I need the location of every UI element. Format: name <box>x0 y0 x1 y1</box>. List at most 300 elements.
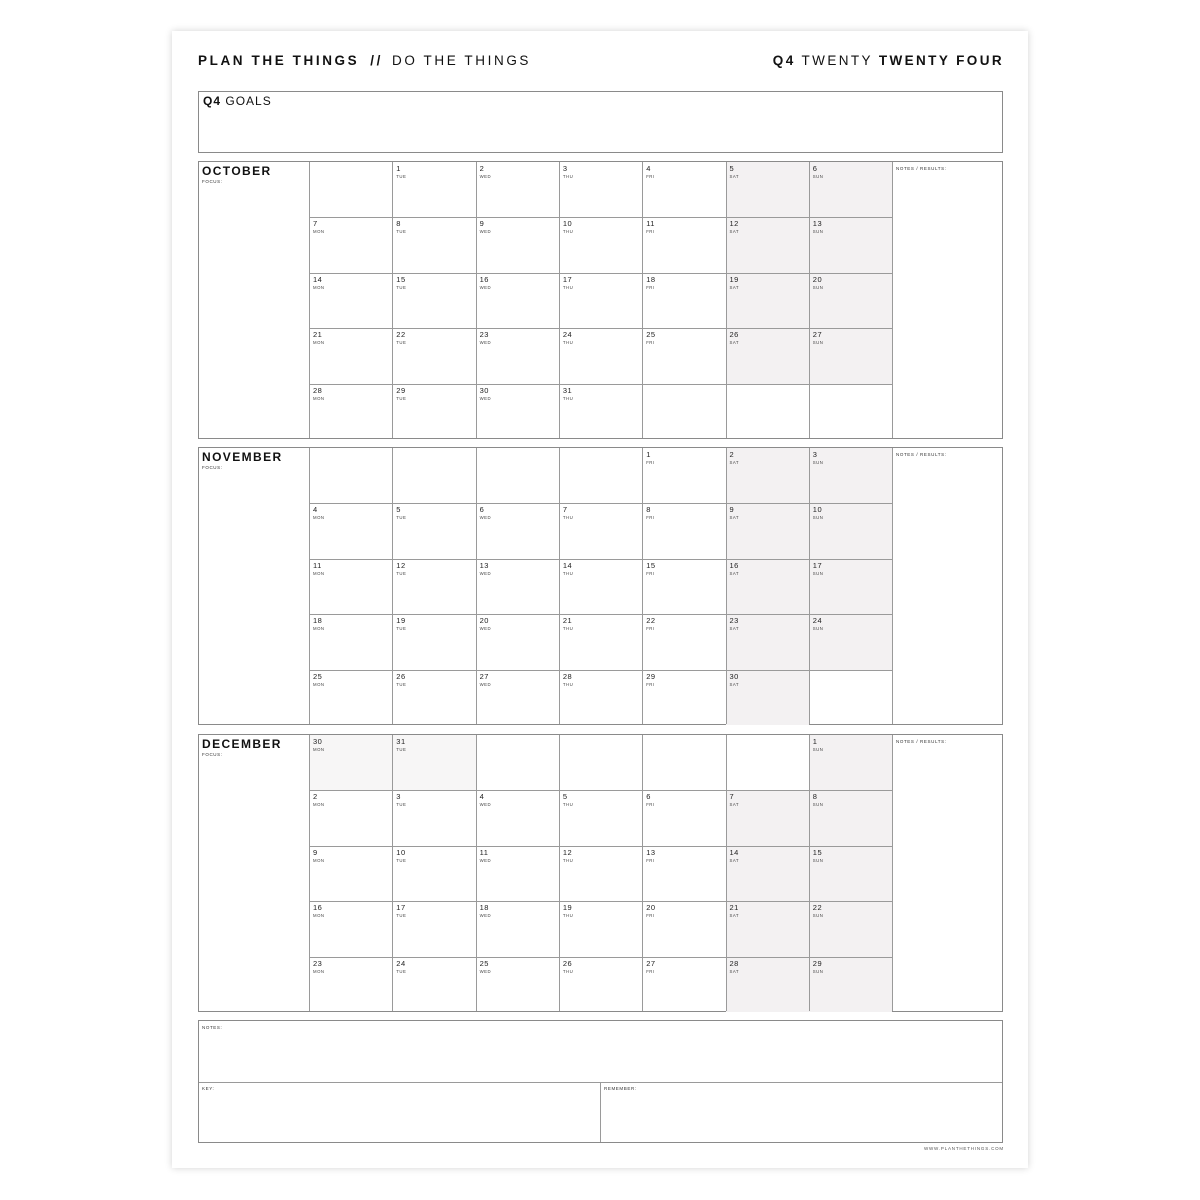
day-cell[interactable] <box>642 328 725 383</box>
day-number: 6 <box>479 505 485 515</box>
day-cell[interactable] <box>559 901 642 956</box>
weekday-label: SAT <box>729 968 740 974</box>
weekday-label: TUE <box>396 802 407 808</box>
day-cell[interactable] <box>809 957 892 1012</box>
day-cell[interactable] <box>809 162 892 217</box>
day-cell[interactable] <box>309 790 392 845</box>
weekday-label: THU <box>562 395 574 401</box>
day-number: 2 <box>729 450 735 459</box>
day-number: 26 <box>562 958 573 968</box>
day-cell[interactable] <box>476 790 559 845</box>
weekday-label: FRI <box>646 284 655 290</box>
day-number: 2 <box>313 792 318 802</box>
weekday-label: THU <box>562 681 574 687</box>
day-cell[interactable] <box>559 162 642 217</box>
weekday-label: WED <box>479 626 492 632</box>
weekday-label: SUN <box>812 340 824 346</box>
weekday-label: WED <box>479 681 492 687</box>
day-cell[interactable] <box>642 217 725 272</box>
day-cell[interactable] <box>476 559 559 614</box>
day-cell[interactable] <box>726 846 809 901</box>
notes-results-label: NOTES / RESULTS: <box>896 452 947 457</box>
day-cell[interactable] <box>809 790 892 845</box>
grid-vline <box>726 162 727 438</box>
weekday-label: SUN <box>812 284 824 290</box>
day-cell[interactable] <box>309 503 392 558</box>
weekday-label: THU <box>562 913 574 919</box>
day-cell[interactable] <box>392 384 475 439</box>
day-number: 17 <box>812 560 823 570</box>
weekday-label: TUE <box>396 229 407 235</box>
day-number: 25 <box>313 671 323 681</box>
weekday-label: SAT <box>729 284 740 290</box>
day-cell[interactable] <box>726 217 809 272</box>
weekday-label: TUE <box>396 626 407 632</box>
day-cell[interactable] <box>476 162 559 217</box>
quarter-title <box>773 53 1004 68</box>
weekday-label: MON <box>313 802 325 808</box>
day-cell[interactable] <box>809 328 892 383</box>
weekday-label: TUE <box>396 340 407 346</box>
day-cell[interactable] <box>809 559 892 614</box>
grid-hline <box>309 328 892 329</box>
empty-day-cell <box>642 735 725 790</box>
weekday-label: SAT <box>729 626 740 632</box>
day-cell[interactable] <box>809 846 892 901</box>
weekday-label: THU <box>562 802 574 808</box>
day-number: 8 <box>396 219 401 229</box>
weekday-label: WED <box>479 913 492 919</box>
day-number: 12 <box>562 847 573 857</box>
weekday-label: SAT <box>729 229 740 235</box>
day-number: 24 <box>396 958 406 968</box>
grid-vline <box>892 735 893 1011</box>
day-number: 23 <box>729 616 739 626</box>
empty-day-cell <box>726 384 809 439</box>
weekday-label: THU <box>562 968 574 974</box>
weekday-label: TUE <box>396 284 407 290</box>
day-number: 6 <box>646 792 651 802</box>
day-number: 13 <box>479 560 489 570</box>
day-number: 2 <box>479 164 485 173</box>
weekday-label: WED <box>479 515 492 521</box>
weekday-label: FRI <box>646 460 655 465</box>
day-number: 15 <box>396 274 406 284</box>
weekday-label: FRI <box>646 515 655 521</box>
day-cell[interactable] <box>809 735 892 790</box>
day-cell[interactable] <box>392 670 475 725</box>
day-cell[interactable] <box>392 901 475 956</box>
day-number: 19 <box>562 903 573 913</box>
footer-url: WWW.PLANTHETHINGS.COM <box>923 1146 1004 1151</box>
grid-vline <box>892 162 893 438</box>
day-cell[interactable] <box>726 614 809 669</box>
day-cell[interactable] <box>476 503 559 558</box>
day-cell[interactable] <box>476 384 559 439</box>
day-number: 10 <box>562 219 573 229</box>
day-number: 12 <box>729 219 739 229</box>
grid-hline <box>309 217 892 218</box>
weekday-label: MON <box>313 284 325 290</box>
day-number: 8 <box>646 505 651 515</box>
month-name: OCTOBER <box>202 164 272 178</box>
month-name: NOVEMBER <box>202 450 283 464</box>
weekday-label: TUE <box>396 174 407 179</box>
day-cell[interactable] <box>642 559 725 614</box>
day-cell[interactable] <box>559 217 642 272</box>
day-cell[interactable] <box>559 384 642 439</box>
day-number: 23 <box>479 330 489 340</box>
weekday-label: SUN <box>812 968 824 974</box>
day-cell[interactable] <box>726 559 809 614</box>
day-number: 28 <box>313 385 323 395</box>
day-cell[interactable] <box>642 503 725 558</box>
month-name: DECEMBER <box>202 737 282 751</box>
weekday-label: TUE <box>396 968 407 974</box>
day-cell[interactable] <box>559 273 642 328</box>
day-cell[interactable] <box>392 957 475 1012</box>
day-cell[interactable] <box>809 503 892 558</box>
grid-vline <box>392 448 393 724</box>
day-number: 14 <box>729 847 739 857</box>
weekday-label: SUN <box>812 460 824 465</box>
weekday-label: FRI <box>646 570 655 576</box>
day-number: 30 <box>729 671 739 681</box>
notes-results-label: NOTES / RESULTS: <box>896 166 947 171</box>
grid-vline <box>309 735 310 1011</box>
day-number: 6 <box>812 164 818 173</box>
day-cell[interactable] <box>642 614 725 669</box>
day-number: 25 <box>646 330 656 340</box>
day-number: 26 <box>729 330 739 340</box>
weekday-label: MON <box>313 913 325 919</box>
day-cell[interactable] <box>642 273 725 328</box>
day-cell[interactable] <box>309 735 392 790</box>
brand-light: DO THE THINGS <box>391 53 532 68</box>
day-cell[interactable] <box>559 957 642 1012</box>
day-cell[interactable] <box>392 217 475 272</box>
weekday-label: WED <box>479 229 492 235</box>
day-number: 8 <box>812 792 818 802</box>
day-cell[interactable] <box>726 503 809 558</box>
day-number: 1 <box>812 737 818 746</box>
weekday-label: WED <box>479 340 492 346</box>
footer-split <box>600 1082 601 1142</box>
day-cell[interactable] <box>726 670 809 725</box>
grid-hline <box>309 957 892 958</box>
footer-notes-label: NOTES: <box>202 1025 223 1030</box>
day-cell[interactable] <box>476 614 559 669</box>
day-cell[interactable] <box>642 670 725 725</box>
day-cell[interactable] <box>559 328 642 383</box>
weekday-label: TUE <box>396 395 407 401</box>
grid-hline <box>309 614 892 615</box>
day-number: 20 <box>646 903 656 913</box>
weekday-label: FRI <box>646 229 655 235</box>
weekday-label: THU <box>562 174 574 179</box>
footer-remember-label: REMEMBER: <box>604 1086 637 1091</box>
grid-vline <box>726 448 727 724</box>
brand-separator: // <box>370 53 383 68</box>
planner-header <box>198 53 1004 71</box>
day-number: 3 <box>396 792 401 802</box>
day-number: 11 <box>313 560 322 570</box>
grid-hline <box>309 901 892 902</box>
day-number: 24 <box>812 616 823 626</box>
day-number: 30 <box>479 385 489 395</box>
day-cell[interactable] <box>809 448 892 503</box>
day-cell[interactable] <box>559 559 642 614</box>
day-cell[interactable] <box>392 790 475 845</box>
weekday-label: THU <box>562 626 574 632</box>
day-cell[interactable] <box>309 559 392 614</box>
notes-results-label: NOTES / RESULTS: <box>896 739 947 744</box>
day-cell[interactable] <box>809 614 892 669</box>
weekday-label: THU <box>562 857 574 863</box>
q4-goals-box[interactable] <box>198 91 1003 153</box>
day-number: 16 <box>313 903 323 913</box>
day-cell[interactable] <box>726 901 809 956</box>
grid-vline <box>392 162 393 438</box>
day-number: 4 <box>313 505 318 515</box>
day-cell[interactable] <box>476 328 559 383</box>
day-number: 10 <box>812 505 823 515</box>
day-cell[interactable] <box>476 957 559 1012</box>
grid-vline <box>476 448 477 724</box>
footer-key-label: KEY: <box>202 1086 215 1091</box>
day-number: 15 <box>812 847 823 857</box>
day-number: 27 <box>646 958 656 968</box>
day-number: 29 <box>646 671 656 681</box>
day-number: 12 <box>396 560 406 570</box>
day-cell[interactable] <box>392 503 475 558</box>
brand-bold: PLAN THE THINGS <box>198 53 360 68</box>
weekday-label: WED <box>479 284 492 290</box>
day-number: 18 <box>313 616 323 626</box>
grid-hline <box>309 670 892 671</box>
grid-vline <box>809 162 810 438</box>
grid-vline <box>559 162 560 438</box>
day-number: 4 <box>646 164 651 173</box>
empty-day-cell <box>392 448 475 503</box>
weekday-label: THU <box>562 570 574 576</box>
day-cell[interactable] <box>726 162 809 217</box>
day-number: 13 <box>646 847 656 857</box>
day-cell[interactable] <box>809 901 892 956</box>
weekday-label: MON <box>313 340 325 346</box>
weekday-label: WED <box>479 395 492 401</box>
day-number: 23 <box>313 958 323 968</box>
day-cell[interactable] <box>392 273 475 328</box>
day-number: 11 <box>646 219 655 229</box>
grid-vline <box>559 735 560 1011</box>
day-cell[interactable] <box>809 273 892 328</box>
day-number: 22 <box>812 903 823 913</box>
day-number: 1 <box>646 450 651 459</box>
empty-day-cell <box>309 448 392 503</box>
day-cell[interactable] <box>809 217 892 272</box>
day-number: 7 <box>562 505 568 515</box>
day-cell[interactable] <box>476 217 559 272</box>
weekday-label: SUN <box>812 229 824 235</box>
weekday-label: FRI <box>646 913 655 919</box>
day-number: 3 <box>812 450 818 459</box>
day-cell[interactable] <box>642 957 725 1012</box>
day-number: 21 <box>562 616 573 626</box>
day-cell[interactable] <box>476 846 559 901</box>
weekday-label: SAT <box>729 174 740 179</box>
day-cell[interactable] <box>642 790 725 845</box>
grid-vline <box>642 448 643 724</box>
day-cell[interactable] <box>642 901 725 956</box>
day-cell[interactable] <box>642 162 725 217</box>
day-cell[interactable] <box>392 846 475 901</box>
weekday-label: FRI <box>646 340 655 346</box>
day-cell[interactable] <box>642 846 725 901</box>
weekday-label: THU <box>562 340 574 346</box>
day-number: 5 <box>729 164 735 173</box>
day-cell[interactable] <box>559 503 642 558</box>
day-cell[interactable] <box>309 384 392 439</box>
footer-box <box>198 1020 1003 1143</box>
weekday-label: WED <box>479 570 492 576</box>
weekday-label: THU <box>562 229 574 235</box>
day-number: 20 <box>479 616 489 626</box>
weekday-label: SUN <box>812 857 824 863</box>
day-number: 21 <box>313 330 323 340</box>
day-cell[interactable] <box>309 328 392 383</box>
weekday-label: TUE <box>396 681 407 687</box>
weekday-label: WED <box>479 802 492 808</box>
day-cell[interactable] <box>476 901 559 956</box>
weekday-label: MON <box>313 681 325 687</box>
day-cell[interactable] <box>309 217 392 272</box>
day-cell[interactable] <box>559 790 642 845</box>
day-number: 11 <box>479 847 489 857</box>
day-cell[interactable] <box>309 901 392 956</box>
day-number: 18 <box>479 903 489 913</box>
weekday-label: SAT <box>729 515 740 521</box>
day-cell[interactable] <box>309 670 392 725</box>
grid-hline <box>309 790 892 791</box>
day-number: 19 <box>396 616 406 626</box>
goals-title <box>203 94 272 108</box>
day-cell[interactable] <box>559 670 642 725</box>
weekday-label: SAT <box>729 681 740 687</box>
weekday-label: SUN <box>812 570 824 576</box>
day-cell[interactable] <box>726 790 809 845</box>
day-number: 5 <box>396 505 401 515</box>
day-number: 28 <box>562 671 573 681</box>
day-number: 16 <box>479 274 489 284</box>
day-number: 4 <box>479 792 485 802</box>
day-cell[interactable] <box>392 614 475 669</box>
day-number: 19 <box>729 274 739 284</box>
empty-day-cell <box>642 384 725 439</box>
day-cell[interactable] <box>559 846 642 901</box>
day-cell[interactable] <box>392 162 475 217</box>
day-number: 26 <box>396 671 406 681</box>
day-number: 7 <box>729 792 735 802</box>
day-cell[interactable] <box>726 328 809 383</box>
grid-vline <box>642 162 643 438</box>
month-block-december <box>198 734 1003 1012</box>
day-number: 1 <box>396 164 401 173</box>
weekday-label: FRI <box>646 174 655 179</box>
day-number: 10 <box>396 847 406 857</box>
grid-hline <box>309 846 892 847</box>
weekday-label: WED <box>479 968 492 974</box>
day-number: 31 <box>396 737 406 746</box>
day-number: 24 <box>562 330 573 340</box>
weekday-label: FRI <box>646 626 655 632</box>
day-number: 20 <box>812 274 823 284</box>
weekday-label: SUN <box>812 802 824 808</box>
empty-day-cell <box>476 735 559 790</box>
weekday-label: THU <box>562 284 574 290</box>
weekday-label: SUN <box>812 174 824 179</box>
empty-day-cell <box>809 670 892 725</box>
weekday-label: SUN <box>812 747 824 752</box>
weekday-label: SUN <box>812 626 824 632</box>
day-cell[interactable] <box>642 448 725 503</box>
empty-day-cell <box>309 162 392 217</box>
goals-prefix: Q4 <box>203 94 222 108</box>
month-block-october <box>198 161 1003 439</box>
day-cell[interactable] <box>559 614 642 669</box>
day-cell[interactable] <box>476 670 559 725</box>
day-cell[interactable] <box>309 273 392 328</box>
day-cell[interactable] <box>392 328 475 383</box>
day-number: 15 <box>646 560 656 570</box>
grid-vline <box>476 735 477 1011</box>
day-cell[interactable] <box>392 559 475 614</box>
weekday-label: MON <box>313 229 325 235</box>
focus-label: FOCUS: <box>202 752 223 757</box>
day-cell[interactable] <box>726 957 809 1012</box>
day-cell[interactable] <box>309 614 392 669</box>
weekday-label: TUE <box>396 747 407 752</box>
day-cell[interactable] <box>476 273 559 328</box>
day-number: 27 <box>479 671 489 681</box>
weekday-label: MON <box>313 395 325 401</box>
empty-day-cell <box>559 448 642 503</box>
quarter-prefix: Q4 <box>772 53 796 68</box>
grid-vline <box>476 162 477 438</box>
day-number: 30 <box>313 737 323 746</box>
weekday-label: SUN <box>812 913 824 919</box>
day-cell[interactable] <box>309 846 392 901</box>
focus-label: FOCUS: <box>202 179 223 184</box>
day-number: 22 <box>396 330 406 340</box>
grid-vline <box>892 448 893 724</box>
day-cell[interactable] <box>309 957 392 1012</box>
day-cell[interactable] <box>726 448 809 503</box>
day-number: 14 <box>562 560 573 570</box>
weekday-label: SAT <box>729 913 740 919</box>
day-cell[interactable] <box>392 735 475 790</box>
weekday-label: FRI <box>646 802 655 808</box>
weekday-label: FRI <box>646 681 655 687</box>
day-number: 17 <box>562 274 573 284</box>
grid-hline <box>309 384 892 385</box>
day-number: 29 <box>396 385 406 395</box>
weekday-label: MON <box>313 570 325 576</box>
weekday-label: TUE <box>396 913 407 919</box>
day-cell[interactable] <box>726 273 809 328</box>
weekday-label: THU <box>562 515 574 521</box>
day-number: 16 <box>729 560 739 570</box>
